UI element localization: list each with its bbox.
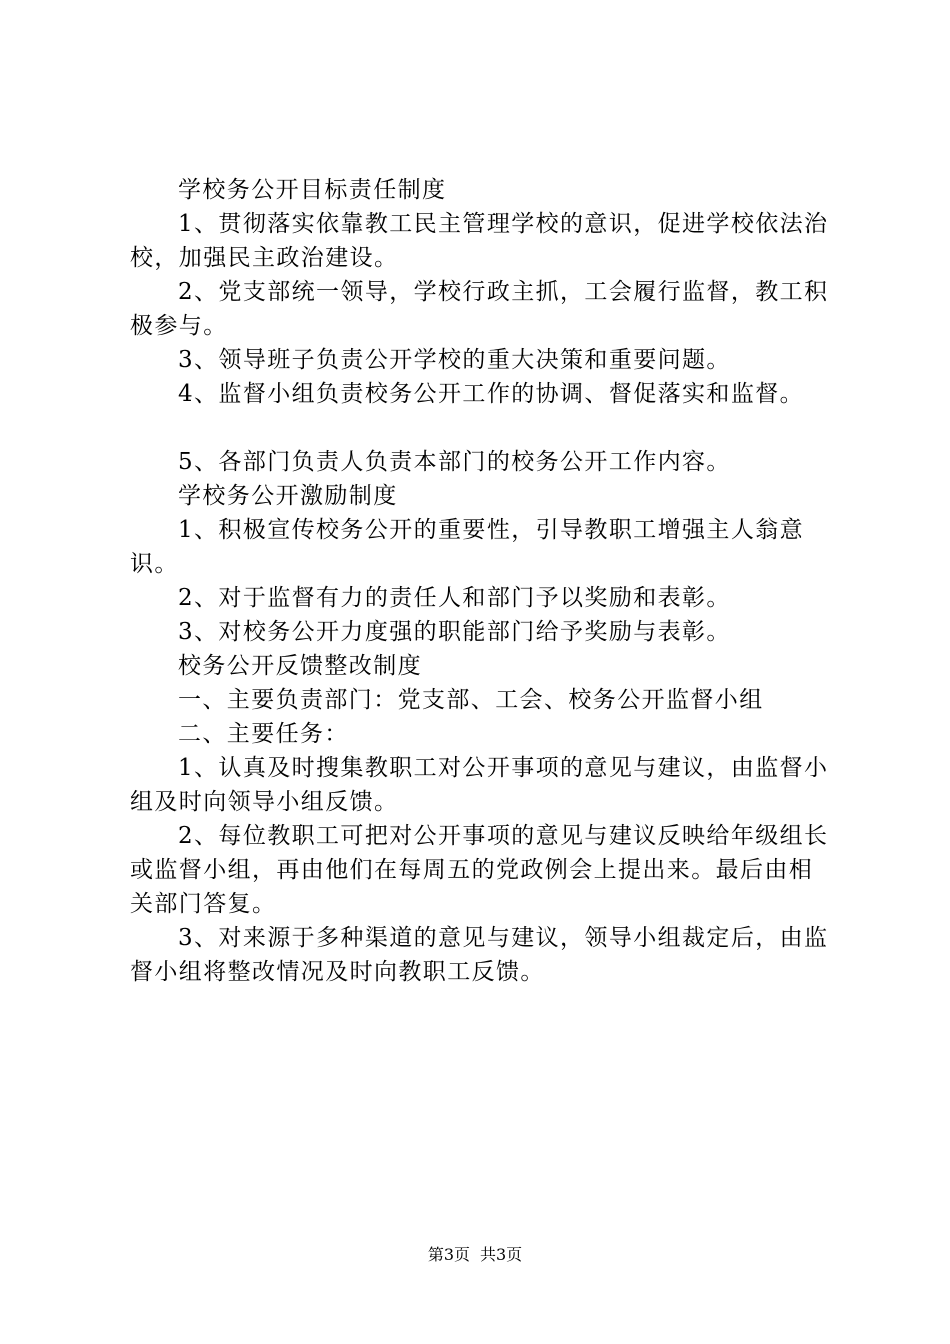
paragraph-item-10: 二、主要任务： <box>178 721 349 747</box>
paragraph-item-6: 1、积极宣传校务公开的重要性，引导教职工增强主人翁意识。 <box>130 517 805 577</box>
paragraph-item-12: 2、每位教职工可把对公开事项的意见与建议反映给年级组长或监督小组，再由他们在每周五的党政例会上提出来。最后由相关部门答复。 <box>130 823 829 917</box>
paragraph-item-3: 3、领导班子负责公开学校的重大决策和重要问题。 <box>178 347 731 373</box>
paragraph-item-8: 3、对校务公开力度强的职能部门给予奖励与表彰。 <box>178 619 731 645</box>
section-title-target-responsibility: 学校务公开目标责任制度 <box>178 177 447 203</box>
paragraph-item-7: 2、对于监督有力的责任人和部门予以奖励和表彰。 <box>178 585 731 611</box>
section-title-feedback: 校务公开反馈整改制度 <box>178 653 422 679</box>
document-body <box>130 173 830 989</box>
page-total: 共3页 <box>480 1245 523 1264</box>
page-number: 第3页 <box>427 1245 470 1264</box>
paragraph-item-9: 一、主要负责部门：党支部、工会、校务公开监督小组 <box>178 687 764 713</box>
paragraph-item-2: 2、党支部统一领导，学校行政主抓，工会履行监督，教工积极参与。 <box>130 279 829 339</box>
paragraph-item-13: 3、对来源于多种渠道的意见与建议，领导小组裁定后，由监督小组将整改情况及时向教职工反馈。 <box>130 925 829 985</box>
paragraph-item-4: 4、监督小组负责校务公开工作的协调、督促落实和监督。 <box>178 381 805 407</box>
section-title-incentive: 学校务公开激励制度 <box>178 483 398 509</box>
paragraph-item-5: 5、各部门负责人负责本部门的校务公开工作内容。 <box>178 449 731 475</box>
paragraph-item-1: 1、贯彻落实依靠教工民主管理学校的意识，促进学校依法治校，加强民主政治建设。 <box>130 211 829 271</box>
page-footer <box>0 1245 950 1265</box>
paragraph-item-11: 1、认真及时搜集教职工对公开事项的意见与建议，由监督小组及时向领导小组反馈。 <box>130 755 829 815</box>
